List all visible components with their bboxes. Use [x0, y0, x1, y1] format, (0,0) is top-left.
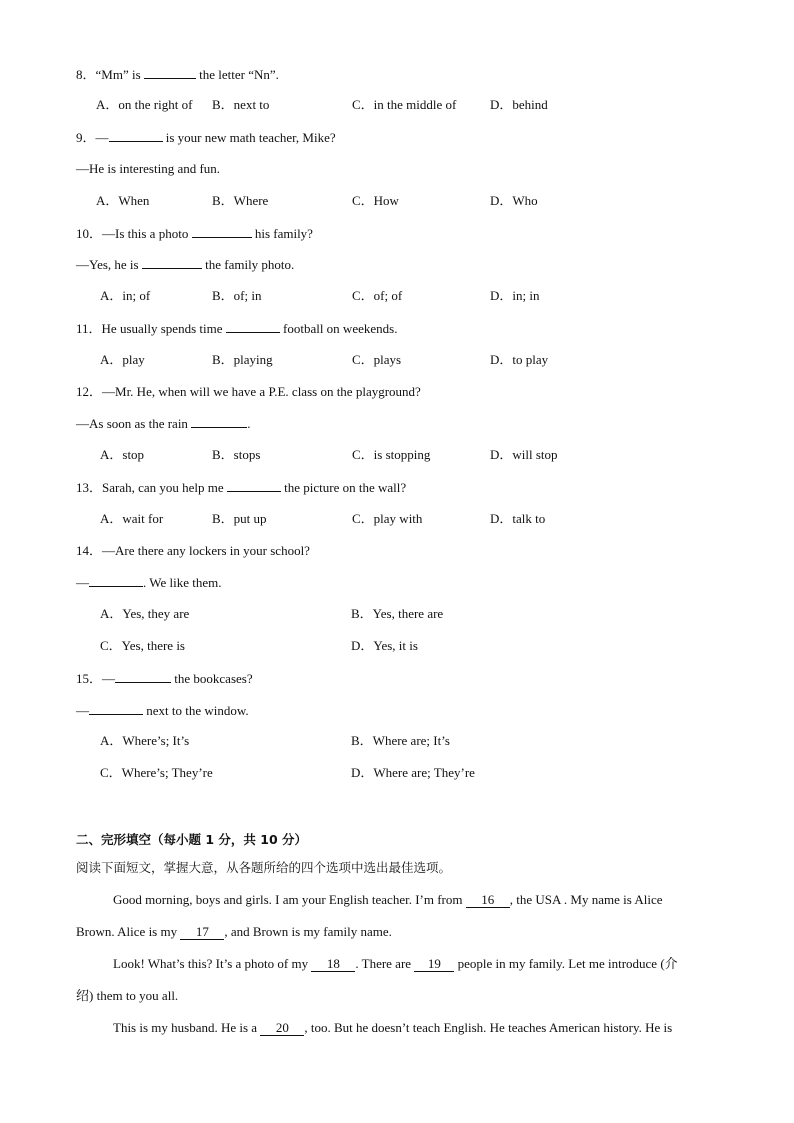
- option-a: A．Yes, they are: [100, 606, 190, 621]
- option-d: D．behind: [490, 97, 548, 112]
- option-d: D．Where are; They’re: [351, 765, 475, 780]
- passage-line: Look! What’s this? It’s a photo of my 18 . There are 19 people in my family. Let me introduce (介: [113, 956, 678, 971]
- option-d: D．to play: [490, 352, 549, 367]
- option-d: D．Who: [490, 193, 538, 208]
- question-11-stem: 11．He usually spends time football on weekends.: [76, 321, 398, 336]
- question-9-stem: 9．— is your new math teacher, Mike?: [76, 130, 336, 145]
- blank-20: 20: [260, 1021, 304, 1036]
- question-15-stem: 15．— the bookcases?: [76, 671, 253, 686]
- option-b: B．Yes, there are: [351, 606, 444, 621]
- option-b: B．stops: [212, 447, 261, 462]
- blank-16: 16: [466, 893, 510, 908]
- passage-line: This is my husband. He is a 20 , too. But he doesn’t teach English. He teaches American history. He is: [113, 1020, 673, 1035]
- option-d: D．in; in: [490, 288, 540, 303]
- option-a: A．When: [96, 193, 150, 208]
- answer-blank: [89, 574, 143, 587]
- option-c: C．How: [352, 193, 399, 208]
- option-c: C．of; of: [352, 288, 403, 303]
- blank-19: 19: [414, 957, 454, 972]
- option-c: C．Yes, there is: [100, 638, 185, 653]
- answer-blank: [115, 670, 171, 683]
- option-b: B．playing: [212, 352, 273, 367]
- option-b: B．Where are; It’s: [351, 733, 450, 748]
- section-heading: 二、完形填空（每小题 1 分，共 10 分）: [76, 832, 308, 847]
- passage-line: Good morning, boys and girls. I am your English teacher. I’m from 16 , the USA . My name is Alice: [113, 892, 663, 907]
- option-c: C．plays: [352, 352, 402, 367]
- option-c: C．Where’s; They’re: [100, 765, 213, 780]
- option-b: B．next to: [212, 97, 270, 112]
- question-10-stem: 10．—Is this a photo his family?: [76, 226, 313, 241]
- section-instruction: 阅读下面短文，掌握大意，从各题所给的四个选项中选出最佳选项。: [76, 860, 452, 875]
- question-9-reply: —He is interesting and fun.: [76, 161, 221, 176]
- question-8-stem: 8．“Mm” is the letter “Nn”.: [76, 67, 279, 82]
- option-a: A．play: [100, 352, 145, 367]
- option-b: B．Where: [212, 193, 269, 208]
- answer-blank: [192, 225, 252, 238]
- answer-blank: [142, 256, 202, 269]
- option-d: D．Yes, it is: [351, 638, 418, 653]
- question-14-reply: — . We like them.: [76, 575, 222, 590]
- question-10-reply: —Yes, he is the family photo.: [76, 257, 295, 272]
- question-13-stem: 13．Sarah, can you help me the picture on the wall?: [76, 480, 407, 495]
- option-a: A．wait for: [100, 511, 164, 526]
- answer-blank: [89, 702, 143, 715]
- option-c: C．play with: [352, 511, 423, 526]
- question-12-stem: 12．—Mr. He, when will we have a P.E. class on the playground?: [76, 384, 421, 399]
- answer-blank: [226, 320, 280, 333]
- option-c: C．is stopping: [352, 447, 431, 462]
- answer-blank: [109, 129, 163, 142]
- option-a: A．stop: [100, 447, 145, 462]
- passage-line: Brown. Alice is my 17 , and Brown is my family name.: [76, 924, 392, 939]
- blank-17: 17: [180, 925, 224, 940]
- question-12-reply: —As soon as the rain .: [76, 416, 251, 431]
- blank-18: 18: [311, 957, 355, 972]
- option-a: A．on the right of: [96, 97, 193, 112]
- answer-blank: [144, 66, 196, 79]
- question-14-stem: 14．—Are there any lockers in your school?: [76, 543, 310, 558]
- option-a: A．in; of: [100, 288, 151, 303]
- answer-blank: [227, 479, 281, 492]
- option-b: B．of; in: [212, 288, 262, 303]
- option-a: A．Where’s; It’s: [100, 733, 190, 748]
- answer-blank: [191, 415, 247, 428]
- option-d: D．will stop: [490, 447, 558, 462]
- option-b: B．put up: [212, 511, 267, 526]
- option-c: C．in the middle of: [352, 97, 457, 112]
- question-15-reply: — next to the window.: [76, 703, 249, 718]
- passage-line: 绍) them to you all.: [76, 988, 179, 1003]
- option-d: D．talk to: [490, 511, 546, 526]
